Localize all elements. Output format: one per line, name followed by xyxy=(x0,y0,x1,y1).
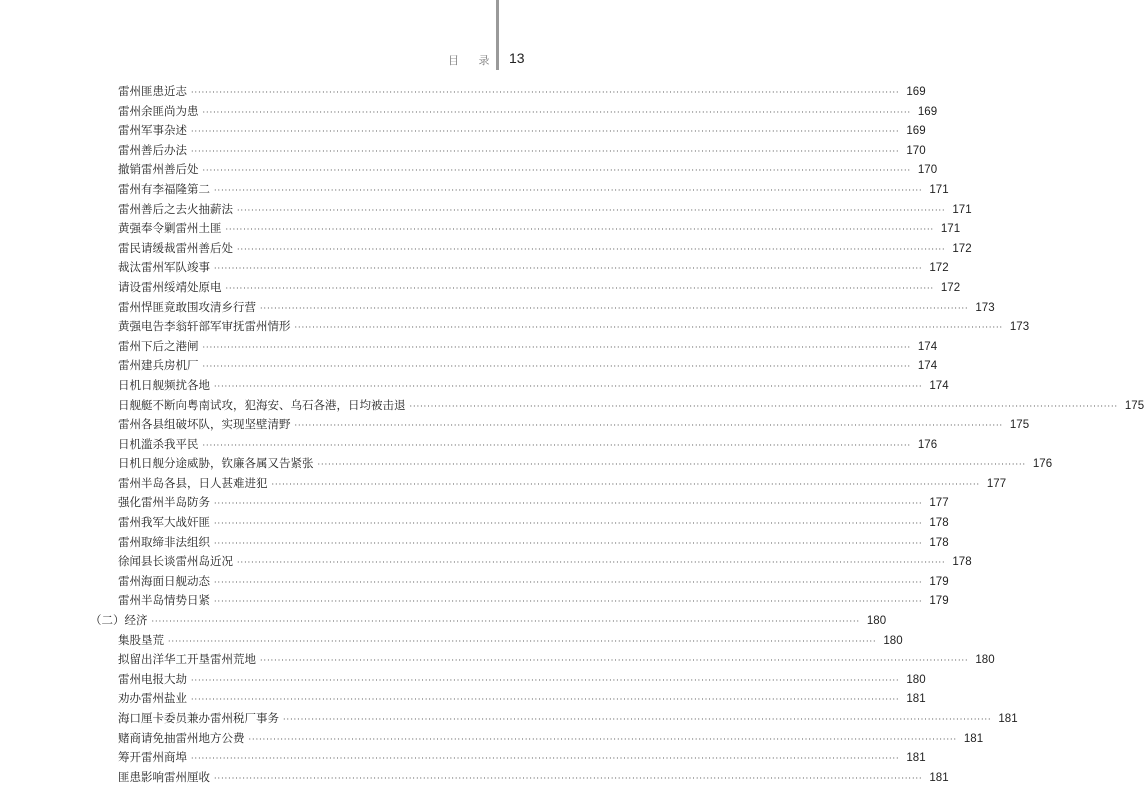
toc-entry-title: 劝办雷州盐业 xyxy=(118,691,187,706)
dot-leader: ········································································································································································································ xyxy=(409,401,1119,411)
toc-entry-title: 雷州下后之港闸 xyxy=(118,338,199,353)
toc-entry-title: 赌商请免抽雷州地方公费 xyxy=(118,730,245,745)
toc-entry[interactable] xyxy=(90,572,949,592)
toc-entry-title: 雷州匪患近志 xyxy=(118,84,187,98)
toc-entry[interactable] xyxy=(90,709,1018,729)
toc-entry-title: 雷州有李福隆第二 xyxy=(118,181,210,196)
toc-entry-title: 雷州取缔非法组织 xyxy=(118,534,210,549)
toc-entry[interactable] xyxy=(90,121,926,141)
dot-leader: ········································································································································································································ xyxy=(214,597,923,607)
dot-leader: ········································································································································································································ xyxy=(271,479,981,489)
toc-entry-title: 雷州善后之去火抽薪法 xyxy=(118,201,233,216)
toc-entry-title: 撤销雷州善后处 xyxy=(118,162,199,177)
dot-leader: ········································································································································································································ xyxy=(214,577,923,587)
toc-entry[interactable] xyxy=(90,552,972,572)
running-header-title: 目 录 xyxy=(448,54,498,67)
toc-entry[interactable] xyxy=(90,396,1144,416)
dot-leader: ········································································································································································································ xyxy=(202,107,912,117)
toc-entry-title: 强化雷州半岛防务 xyxy=(118,495,210,510)
toc-entry[interactable] xyxy=(90,591,949,611)
toc-entry[interactable] xyxy=(90,180,949,200)
toc-section-heading[interactable] xyxy=(90,611,887,631)
toc-entry-title: 日舰艇不断向粤南试攻，犯海安、乌石各港，日均被击退 xyxy=(118,397,406,412)
toc-entry-page: 181 xyxy=(929,771,949,784)
toc-entry-page: 181 xyxy=(998,713,1018,725)
toc-entry[interactable] xyxy=(90,160,938,180)
dot-leader: ········································································································································································································ xyxy=(214,381,923,391)
toc-entry[interactable] xyxy=(90,278,961,298)
dot-leader: ········································································································································································································ xyxy=(248,734,958,744)
dot-leader: ········································································································································································································ xyxy=(225,283,935,293)
toc-entry-page: 181 xyxy=(906,693,926,706)
dot-leader: ········································································································································································································ xyxy=(237,244,946,254)
toc-entry[interactable] xyxy=(90,239,972,259)
toc-entry[interactable] xyxy=(90,689,926,709)
toc-entry-page: 178 xyxy=(929,517,949,530)
toc-entry-page: 175 xyxy=(1124,399,1144,412)
toc-entry-page: 170 xyxy=(917,164,938,177)
dot-leader: ········································································································································································································ xyxy=(151,617,861,627)
toc-entry[interactable] xyxy=(90,317,1030,337)
toc-entry[interactable] xyxy=(90,474,1007,494)
toc-entry-page: 176 xyxy=(1032,458,1053,471)
toc-entry-title: 雷州电报大劫 xyxy=(118,671,187,686)
toc-entry-title: 日机滥杀我平民 xyxy=(118,436,199,451)
toc-entry-title: 雷州各县组破坏队，实现坚壁清野 xyxy=(118,417,291,432)
dot-leader: ········································································································································································································ xyxy=(237,558,946,568)
toc-entry-page: 180 xyxy=(866,615,887,628)
toc-entry[interactable] xyxy=(90,356,938,376)
toc-entry-page: 177 xyxy=(929,497,949,510)
toc-entry-page: 178 xyxy=(952,556,972,569)
toc-entry-page: 173 xyxy=(975,301,995,314)
toc-entry-title: 雷州我军大战奸匪 xyxy=(118,515,210,530)
toc-entry-title: 徐闻县长谈雷州岛近况 xyxy=(118,554,233,569)
toc-entry-page: 174 xyxy=(917,340,938,353)
toc-entry-page: 174 xyxy=(929,379,949,392)
toc-entry-page: 170 xyxy=(906,144,926,157)
toc-entry-title: 雷州海面日舰动态 xyxy=(118,573,210,588)
dot-leader: ········································································································································································································ xyxy=(202,440,912,450)
dot-leader: ········································································································································································································ xyxy=(191,88,900,97)
toc-entry-page: 175 xyxy=(1009,419,1030,432)
toc-entry[interactable] xyxy=(90,337,938,357)
toc-entry-page: 180 xyxy=(975,654,995,667)
toc-entry[interactable] xyxy=(90,493,949,513)
toc-entry[interactable] xyxy=(90,298,995,318)
toc-entry[interactable] xyxy=(90,768,949,788)
toc-entry-page: 169 xyxy=(917,105,938,118)
toc-entry-page: 171 xyxy=(952,203,972,216)
toc-entry[interactable] xyxy=(90,748,926,768)
dot-leader: ········································································································································································································ xyxy=(214,499,923,509)
toc-entry-page: 180 xyxy=(883,634,903,647)
toc-entry-title: 雷州悍匪竟敢围攻清乡行营 xyxy=(118,299,256,314)
toc-entry-page: 174 xyxy=(917,360,938,373)
toc-entry-page: 169 xyxy=(906,86,926,98)
dot-leader: ········································································································································································································ xyxy=(260,303,969,313)
toc-entry-title: 海口厘卡委员兼办雷州税厂事务 xyxy=(118,711,279,725)
dot-leader: ········································································································································································································ xyxy=(214,773,923,783)
toc-entry[interactable] xyxy=(90,258,949,278)
dot-leader: ········································································································································································································ xyxy=(214,264,923,274)
dot-leader: ········································································································································································································ xyxy=(202,342,912,352)
toc-entry-page: 180 xyxy=(906,673,926,686)
toc-entry-page: 181 xyxy=(906,752,926,765)
toc-entry-title: 筹开雷州商埠 xyxy=(118,750,187,765)
toc-entry-title: 匪患影响雷州厘收 xyxy=(118,769,210,784)
toc-entry-title: 雷民请缓裁雷州善后处 xyxy=(118,240,233,255)
toc-entry-title: 黄强电告李翁轩部军审抚雷州情形 xyxy=(118,319,291,334)
dot-leader: ········································································································································································································ xyxy=(294,421,1004,431)
toc-entry[interactable] xyxy=(90,670,926,690)
toc-entry-title: 拟留出洋华工开垦雷州荒地 xyxy=(118,652,256,667)
toc-entry[interactable] xyxy=(90,200,972,220)
toc-entry-page: 177 xyxy=(986,477,1007,490)
toc-entry-page: 172 xyxy=(929,262,949,275)
toc-entry[interactable] xyxy=(90,376,949,396)
dot-leader: ········································································································································································································ xyxy=(225,225,935,235)
toc-entry[interactable] xyxy=(90,631,903,651)
toc-entry[interactable] xyxy=(90,219,961,239)
dot-leader: ········································································································································································································ xyxy=(202,166,912,176)
table-of-contents xyxy=(90,82,1144,787)
toc-entry-page: 172 xyxy=(952,242,972,255)
toc-entry-title: 雷州建兵房机厂 xyxy=(118,358,199,373)
toc-entry-title: 雷州半岛各县，日人甚难进犯 xyxy=(118,475,268,490)
toc-entry-title: 雷州善后办法 xyxy=(118,142,187,157)
toc-entry-title: 黄强奉令剿雷州土匪 xyxy=(118,221,222,236)
toc-entry-page: 176 xyxy=(917,438,938,451)
toc-entry[interactable] xyxy=(90,102,938,122)
dot-leader: ········································································································································································································ xyxy=(202,362,912,372)
toc-entry-title: 日机日舰分途威胁，钦廉各属又告紧张 xyxy=(118,456,314,471)
toc-entry-title: 雷州半岛情势日紧 xyxy=(118,593,210,608)
toc-entry[interactable] xyxy=(90,513,949,533)
dot-leader: ········································································································································································································ xyxy=(260,656,969,666)
dot-leader: ········································································································································································································ xyxy=(191,754,900,764)
dot-leader: ········································································································································································································ xyxy=(214,185,923,195)
toc-entry-title: （二）经济 xyxy=(90,613,148,628)
dot-leader: ········································································································································································································ xyxy=(168,636,877,646)
page-number: 13 xyxy=(509,50,525,66)
toc-entry-page: 173 xyxy=(1009,321,1030,334)
dot-leader: ········································································································································································································ xyxy=(191,127,900,137)
toc-entry-page: 179 xyxy=(929,575,949,588)
toc-entry-title: 请设雷州绥靖处原电 xyxy=(118,279,222,294)
dot-leader: ········································································································································································································ xyxy=(294,323,1004,333)
toc-entry-title: 集股垦荒 xyxy=(118,632,164,647)
toc-entry[interactable] xyxy=(90,454,1053,474)
toc-entry-page: 178 xyxy=(929,536,949,549)
toc-entry[interactable] xyxy=(90,82,926,102)
toc-entry[interactable] xyxy=(90,533,949,553)
toc-entry-title: 裁汰雷州军队竣事 xyxy=(118,260,210,275)
toc-entry-page: 179 xyxy=(929,595,949,608)
dot-leader: ········································································································································································································ xyxy=(191,146,900,156)
toc-entry-title: 雷州军事杂述 xyxy=(118,123,187,138)
toc-entry[interactable] xyxy=(90,729,984,749)
toc-entry-page: 172 xyxy=(940,281,961,294)
dot-leader: ········································································································································································································ xyxy=(237,205,946,215)
dot-leader: ········································································································································································································ xyxy=(317,460,1027,470)
toc-entry[interactable] xyxy=(90,435,938,455)
dot-leader: ········································································································································································································ xyxy=(191,675,900,685)
toc-entry[interactable] xyxy=(90,415,1030,435)
dot-leader: ········································································································································································································ xyxy=(214,538,923,548)
toc-entry-page: 171 xyxy=(940,223,961,236)
toc-entry-page: 181 xyxy=(963,732,984,745)
dot-leader: ········································································································································································································ xyxy=(214,519,923,529)
dot-leader: ········································································································································································································ xyxy=(191,695,900,705)
dot-leader: ········································································································································································································ xyxy=(283,715,992,724)
toc-entry-page: 171 xyxy=(929,183,949,196)
toc-entry-page: 169 xyxy=(906,125,926,138)
toc-entry[interactable] xyxy=(90,650,995,670)
toc-entry[interactable] xyxy=(90,141,926,161)
toc-entry-title: 日机日舰频扰各地 xyxy=(118,377,210,392)
toc-entry-title: 雷州余匪尚为患 xyxy=(118,103,199,118)
